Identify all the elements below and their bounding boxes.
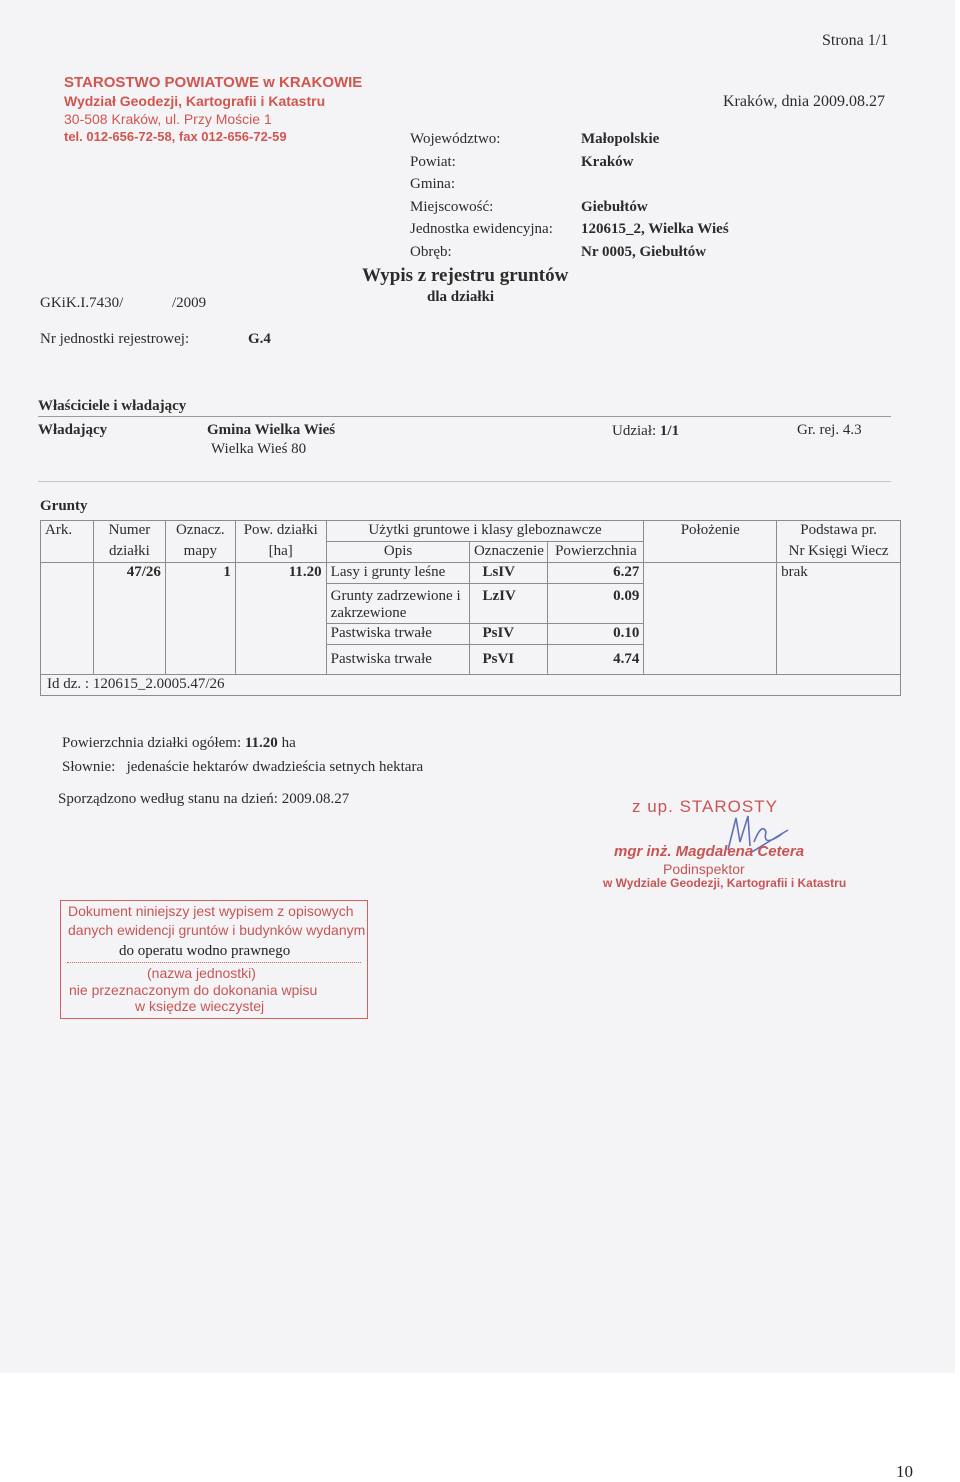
use-powierzchnia: 0.09 [548, 584, 644, 624]
value-obreb: Nr 0005, Giebułtów [581, 243, 707, 260]
land-table [40, 520, 901, 696]
notice-line-3: do operatu wodno prawnego [119, 943, 291, 959]
stamp-department: Wydział Geodezji, Kartografii i Katastru [64, 93, 326, 109]
parcel-id-label: Id dz. : [47, 676, 90, 692]
col-oznacz: Oznacz. [165, 521, 235, 542]
col-oznacz-sub: mapy [165, 542, 235, 563]
owner-role: Władający [38, 422, 108, 438]
label-powiat: Powiat: [410, 153, 456, 170]
signature-authority: z up. STAROSTY [632, 797, 778, 816]
location-labels [410, 128, 553, 263]
col-numer: Numer [93, 521, 165, 542]
signatory-department: w Wydziale Geodezji, Kartografii i Katastru [603, 876, 847, 890]
use-powierzchnia: 4.74 [548, 645, 644, 675]
owner-name: Gmina Wielka Wieś [207, 422, 336, 438]
table-row [41, 563, 901, 584]
owner-address: Wielka Wieś 80 [211, 441, 307, 457]
state-date [58, 791, 349, 808]
col-podstawa-sub: Nr Księgi Wiecz [777, 542, 901, 563]
total-area-value: 11.20 [244, 735, 278, 751]
col-uzytki: Użytki gruntowe i klasy gleboznawcze [326, 521, 644, 542]
parcel-area: 11.20 [235, 563, 326, 675]
value-jednostka: 120615_2, Wielka Wieś [581, 221, 729, 237]
area-in-words [62, 759, 423, 776]
label-obreb: Obręb: [410, 243, 452, 260]
stamp-phone: tel. 012-656-72-58, fax 012-656-72-59 [64, 129, 287, 144]
col-polozenie: Położenie [644, 521, 777, 542]
land-section-title: Grunty [40, 498, 88, 514]
parcel-number: 47/26 [93, 563, 165, 675]
col-ark: Ark. [41, 521, 94, 542]
use-oznaczenie: LzIV [470, 584, 548, 624]
col-numer-sub: działki [93, 542, 165, 563]
notice-dotted-line [67, 962, 361, 963]
parcel-map-mark: 1 [165, 563, 235, 675]
use-opis: Grunty zadrzewione i zakrzewione [326, 584, 470, 624]
label-gmina: Gmina: [410, 176, 455, 192]
header-row-1 [41, 521, 901, 542]
location-values [581, 128, 729, 263]
value-powiat: Kraków [581, 153, 634, 170]
signatory-name: mgr inż. Magdalena Cetera [614, 843, 805, 860]
notice-line-5: nie przeznaczonym do dokonania wpisu [69, 982, 318, 998]
words-label: Słownie: [62, 759, 116, 775]
use-opis: Pastwiska trwałe [326, 645, 470, 675]
stamp-office-name: STAROSTWO POWIATOWE w KRAKOWIE [64, 74, 363, 91]
signatory-title: Podinspektor [663, 861, 745, 877]
col-podstawa: Podstawa pr. [777, 521, 901, 542]
use-oznaczenie: PsVI [470, 645, 548, 675]
register-group: Gr. rej. 4.3 [797, 422, 862, 438]
parcel-id-value: 120615_2.0005.47/26 [92, 676, 225, 692]
use-oznaczenie: PsIV [470, 624, 548, 645]
owners-bottom-divider [38, 481, 891, 482]
notice-line-2: danych ewidencji gruntów i budynków wydanym [68, 922, 366, 938]
use-oznaczenie: LsIV [470, 563, 548, 584]
col-powierzchnia: Powierzchnia [548, 542, 644, 563]
notice-line-6: w księdze wieczystej [135, 998, 265, 1014]
page-number: 10 [896, 1462, 913, 1481]
registry-unit-label: Nr jednostki rejestrowej: [40, 331, 190, 347]
col-pow: Pow. działki [235, 521, 326, 542]
parcel-id-row [41, 675, 901, 696]
registry-unit-value: G.4 [248, 331, 271, 347]
page-counter: Strona 1/1 [822, 32, 889, 49]
use-powierzchnia: 6.27 [548, 563, 644, 584]
notice-line-1: Dokument niniejszy jest wypisem z opisowych [68, 903, 354, 919]
words-value: jedenaście hektarów dwadzieścia setnych hektara [126, 759, 424, 775]
use-opis: Lasy i grunty leśne [326, 563, 470, 584]
value-wojewodztwo: Małopolskie [581, 131, 660, 147]
owners-divider [38, 416, 891, 417]
label-wojewodztwo: Województwo: [410, 131, 501, 147]
col-opis: Opis [326, 542, 470, 563]
case-number: GKiK.I.7430/ [40, 295, 124, 311]
label-jednostka: Jednostka ewidencyjna: [410, 221, 553, 237]
owner-share [612, 423, 679, 440]
document-title: Wypis z rejestru gruntów [362, 265, 569, 286]
share-label: Udział: [612, 423, 657, 439]
col-pow-sub: [ha] [235, 542, 326, 563]
case-year: /2009 [172, 295, 207, 311]
notice-line-4: (nazwa jednostki) [147, 965, 256, 981]
label-miejscowosc: Miejscowość: [410, 198, 494, 215]
share-value: 1/1 [659, 423, 680, 439]
podstawa-value: brak [777, 563, 901, 675]
use-powierzchnia: 0.10 [548, 624, 644, 645]
document-subtitle: dla działki [427, 289, 495, 305]
total-area [62, 735, 296, 752]
place-date: Kraków, dnia 2009.08.27 [723, 93, 886, 110]
total-area-unit: ha [281, 735, 296, 751]
col-oznaczenie: Oznaczenie [470, 542, 548, 563]
state-value: 2009.08.27 [281, 791, 350, 807]
use-opis: Pastwiska trwałe [326, 624, 470, 645]
value-miejscowosc: Giebułtów [581, 198, 648, 215]
stamp-address: 30-508 Kraków, ul. Przy Moście 1 [64, 111, 272, 127]
total-area-label: Powierzchnia działki ogółem: [62, 735, 242, 751]
state-label: Sporządzono według stanu na dzień: [58, 791, 278, 807]
header-row-2 [41, 542, 901, 563]
value-gmina [581, 173, 729, 196]
notice-box [60, 900, 368, 1019]
owners-section-title: Właściciele i władający [38, 398, 187, 414]
